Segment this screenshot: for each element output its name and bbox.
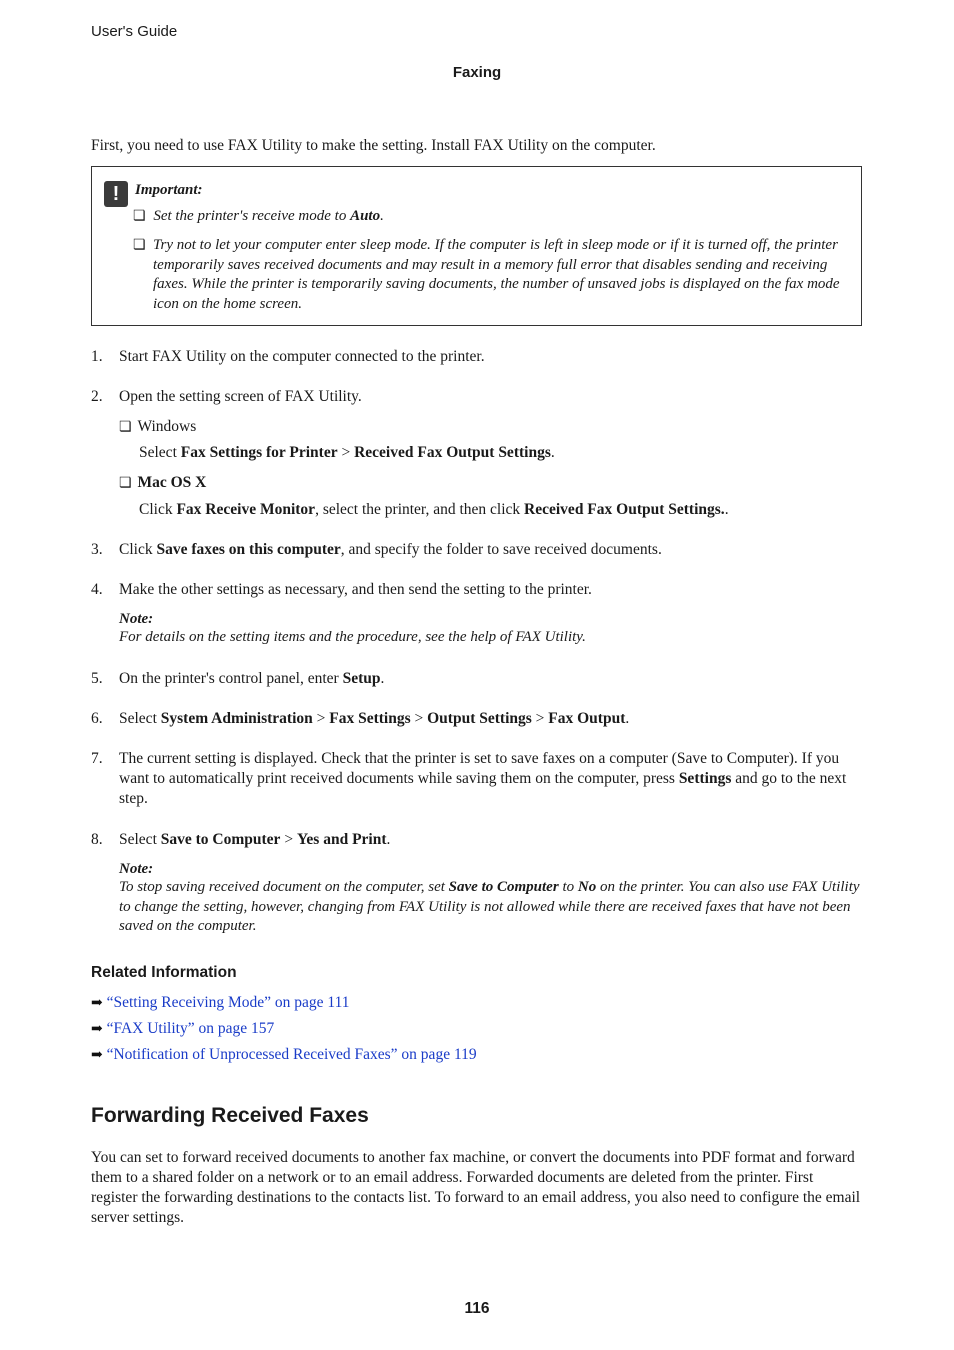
checkbox-bullet-icon: ❏ <box>119 420 132 435</box>
related-link-receiving-mode[interactable]: “Setting Receiving Mode” on page 111 <box>106 994 350 1011</box>
important-item: Try not to let your computer enter sleep mode. If the computer is left in sleep mode or if it is turned off, the printer temporarily saves received documents and may result in a memory full error that disables sending and receiving faxes. While the printer is temporarily saving documents, the number of unsaved jobs is displayed on the fax mode icon on the home screen. <box>153 237 840 312</box>
section-body: You can set to forward received documents to another fax machine, or convert the documents into PDF format and forward them to a shared folder on a network or to an email address. Forwarded documents are deleted from the printer. First register the forwarding destinations to the contacts list. To forward to an email address, you also need to configure the email server settings. <box>91 1149 861 1226</box>
running-header-chapter: Faxing <box>452 64 502 81</box>
note-title: Note: <box>119 861 154 877</box>
step-number: 5. <box>91 670 103 687</box>
step-text: Start FAX Utility on the computer connected to the printer. <box>119 348 485 365</box>
step-text: On the printer's control panel, enter Setup. <box>119 670 385 687</box>
windows-label: ❏ Windows <box>119 418 197 435</box>
page-number: 116 <box>464 1300 490 1317</box>
arrow-right-icon: ➡ <box>91 996 103 1011</box>
step-text: Click Save faxes on this computer, and specify the folder to save received documents. <box>119 541 662 558</box>
related-link-row <box>91 1045 477 1066</box>
step-text: The current setting is displayed. Check that the printer is set to save faxes on a computer (Save to Computer). If you want to automatically print received documents while saving them on the computer, press Settings and go to the next step. <box>119 750 847 807</box>
checkbox-bullet-icon: ❏ <box>133 238 146 253</box>
section-heading: Forwarding Received Faxes <box>91 1104 369 1127</box>
checkbox-bullet-icon: ❏ <box>133 209 146 224</box>
arrow-right-icon: ➡ <box>91 1022 103 1037</box>
note-title: Note: <box>119 611 154 627</box>
step-number: 6. <box>91 710 103 727</box>
arrow-right-icon: ➡ <box>91 1048 103 1063</box>
related-link-unprocessed-faxes[interactable]: “Notification of Unprocessed Received Faxes” on page 119 <box>106 1046 477 1063</box>
note-text: To stop saving received document on the computer, set Save to Computer to No on the printer. You can also use FAX Utility to change the setting, however, changing from FAX Utility is not allowed while there are received faxes that have not been saved on the computer. <box>119 879 860 934</box>
exclamation-icon: ! <box>104 181 128 207</box>
mac-instruction: Click Fax Receive Monitor, select the printer, and then click Received Fax Output Settings.. <box>139 501 729 518</box>
intro-paragraph: First, you need to use FAX Utility to make the setting. Install FAX Utility on the computer. <box>91 137 656 154</box>
related-information-heading: Related Information <box>91 964 237 981</box>
mac-label: ❏ Mac OS X <box>119 474 207 491</box>
step-text: Select System Administration > Fax Settings > Output Settings > Fax Output. <box>119 710 630 727</box>
note-text: For details on the setting items and the procedure, see the help of FAX Utility. <box>119 629 586 645</box>
step-text: Select Save to Computer > Yes and Print. <box>119 831 391 848</box>
windows-instruction: Select Fax Settings for Printer > Received Fax Output Settings. <box>139 444 555 461</box>
related-link-row <box>91 1019 274 1040</box>
important-title: Important: <box>135 182 203 198</box>
checkbox-bullet-icon: ❏ <box>119 476 132 491</box>
step-number: 4. <box>91 581 103 598</box>
running-header-guide: User's Guide <box>91 23 178 40</box>
step-text: Open the setting screen of FAX Utility. <box>119 388 362 405</box>
step-number: 2. <box>91 388 103 405</box>
related-link-row <box>91 993 350 1014</box>
related-link-fax-utility[interactable]: “FAX Utility” on page 157 <box>106 1020 275 1037</box>
step-number: 8. <box>91 831 103 848</box>
step-text: Make the other settings as necessary, and then send the setting to the printer. <box>119 581 592 598</box>
step-number: 3. <box>91 541 103 558</box>
step-number: 1. <box>91 348 103 365</box>
step-number: 7. <box>91 750 103 767</box>
important-item: ❏ Set the printer's receive mode to Auto. <box>133 208 384 224</box>
